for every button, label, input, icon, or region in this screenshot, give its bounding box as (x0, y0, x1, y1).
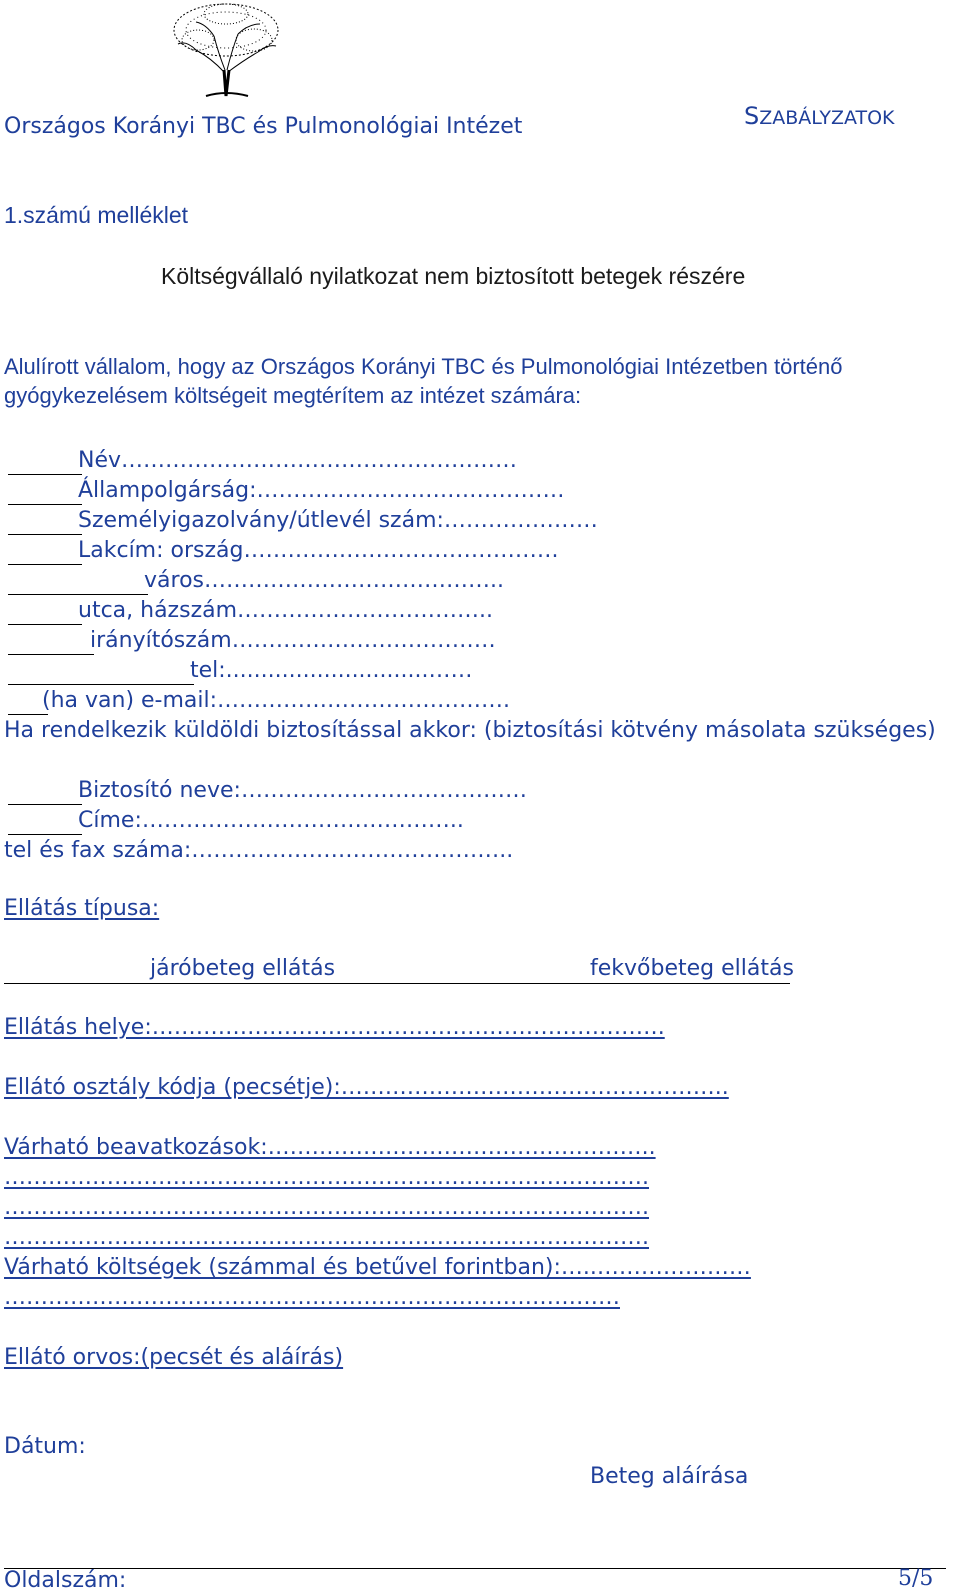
field-iranyito-label: irányítószám……………………………… (90, 628, 496, 653)
field-email[interactable] (4, 688, 704, 718)
field-szemelyi[interactable] (4, 508, 704, 538)
field-lakcim[interactable] (4, 538, 704, 568)
ellatas-helye[interactable]: Ellátás helye:……………………………………………………………. (4, 1015, 665, 1040)
field-allampolgarsag-label: Állampolgárság:…………………………………… (78, 478, 565, 503)
field-cime[interactable] (4, 808, 704, 838)
varhato-beavatkozasok[interactable]: Várható beavatkozások:…………………………………………….. (4, 1135, 656, 1160)
footer-page-number: 5/5 (898, 1566, 934, 1591)
ellatas-tipusa-options (4, 956, 794, 988)
field-lead-line (8, 534, 82, 535)
field-lead-line (8, 564, 82, 565)
field-allampolgarsag[interactable] (4, 478, 704, 508)
field-nev-label: Név……………………………………………… (78, 448, 518, 473)
field-iranyito[interactable] (4, 628, 704, 658)
intro-line-2: gyógykezelésem költségeit megtérítem az intézet számára: (4, 383, 582, 408)
document-title: Költségvállaló nyilatkozat nem biztosított betegek részére (161, 263, 746, 289)
footer-page-label: Oldalszám: (4, 1568, 127, 1593)
field-lead-line (8, 804, 82, 805)
field-szemelyi-label: Személyigazolvány/útlevél szám:………………… (78, 508, 598, 533)
field-tel[interactable] (4, 658, 704, 688)
field-varos[interactable] (4, 568, 704, 598)
field-tel-fax[interactable]: tel és fax száma:…………………………………….. (4, 838, 514, 863)
field-lead-line (8, 504, 82, 505)
institute-name: Országos Korányi TBC és Pulmonológiai Intézet (4, 114, 523, 139)
field-cime-label: Címe:…………………………………….. (78, 808, 464, 833)
field-utca-label: utca, házszám…………………………….. (78, 598, 494, 623)
beteg-alairasa: Beteg aláírása (590, 1464, 749, 1489)
field-lead-line (8, 834, 82, 835)
option-fekvobeteg[interactable]: fekvőbeteg ellátás (590, 956, 794, 981)
dots-line-3[interactable]: ……………………………………………………………………………. (4, 1225, 649, 1250)
field-biztosito-neve-label: Biztosító neve:………………………………… (78, 778, 527, 803)
field-lead-line (8, 684, 194, 685)
field-varos-label: város………………………………….. (144, 568, 504, 593)
section-title-initial: S (744, 102, 760, 130)
insurance-note: Ha rendelkezik küldöldi biztosítással akkor: (biztosítási kötvény másolata szükséges) (4, 718, 936, 743)
datum-label: Dátum: (4, 1434, 86, 1459)
field-biztosito-neve[interactable] (4, 778, 704, 808)
ellato-osztaly[interactable]: Ellátó osztály kódja (pecsétje):…………………………………………….. (4, 1075, 729, 1100)
dots-line-2[interactable]: ……………………………………………………………………………. (4, 1195, 649, 1220)
ellato-orvos: Ellátó orvos:(pecsét és aláírás) (4, 1345, 344, 1370)
field-nev[interactable] (4, 448, 704, 478)
footer-divider (4, 1568, 946, 1569)
field-lakcim-label: Lakcím: ország……………………………………. (78, 538, 559, 563)
field-email-label: (ha van) e-mail:…………………………………. (42, 688, 511, 713)
field-lead-line (8, 594, 148, 595)
options-underline (4, 983, 790, 984)
dots-line-4[interactable]: ………………………………………………………………………… (4, 1285, 620, 1310)
tree-logo-icon (166, 0, 286, 102)
section-title-rest: ZABÁLYZATOK (759, 107, 895, 129)
field-lead-line (8, 654, 94, 655)
ellatas-tipusa-label: Ellátás típusa: (4, 896, 160, 921)
field-tel-label: tel:.............................…… (190, 658, 473, 683)
field-lead-line (8, 714, 48, 715)
intro-line-1: Alulírott vállalom, hogy az Országos Korányi TBC és Pulmonológiai Intézetben történő (4, 354, 843, 379)
annex-title: 1.számú melléklet (4, 202, 189, 228)
section-title (744, 102, 895, 130)
varhato-koltsegek[interactable]: Várható költségek (számmal és betűvel forintban):…..………………… (4, 1255, 751, 1280)
dots-line-1[interactable]: ……………………………………………………………………………. (4, 1165, 649, 1190)
option-jarobeteg[interactable]: járóbeteg ellátás (150, 956, 336, 981)
field-lead-line (8, 474, 82, 475)
field-lead-line (8, 624, 82, 625)
field-utca[interactable] (4, 598, 704, 628)
